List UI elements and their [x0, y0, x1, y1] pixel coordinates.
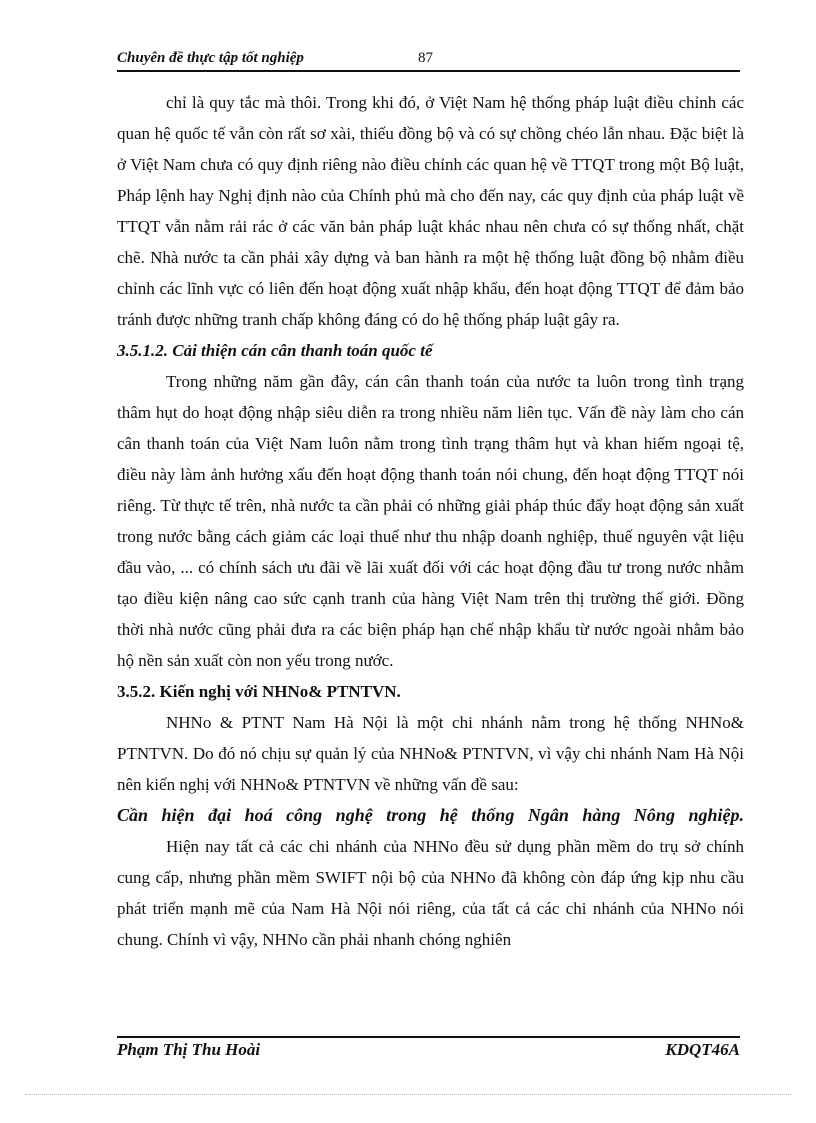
- section-heading-recommendations: 3.5.2. Kiến nghị với NHNo& PTNTVN.: [117, 682, 401, 701]
- footer-class-code: KDQT46A: [665, 1040, 740, 1059]
- paragraph-recommendations: NHNo & PTNT Nam Hà Nội là một chi nhánh nằm trong hệ thống NHNo& PTNTVN. Do đó nó chịu sự quản lý của NHNo& PTNTVN, vì vậy chi nhánh Nam Hà Nội nên kiến nghị với NHNo& PTNTVN về những vấn đề sau:: [117, 713, 744, 794]
- header-title: Chuyên đề thực tập tốt nghiệp: [117, 50, 304, 66]
- paragraph-legal-system: chỉ là quy tắc mà thôi. Trong khi đó, ở Việt Nam hệ thống pháp luật điều chỉnh các quan hệ quốc tế vẫn còn rất sơ xài, thiếu đồng bộ và có sự chồng chéo lẫn nhau. Đặc biệt là ở Việt Nam chưa có quy định riêng nào điều chỉnh các quan hệ về TTQT trong một Bộ luật, Pháp lệnh hay Nghị định nào của Chính phủ mà cho đến nay, các quy định của pháp luật về TTQT vẫn nằm rải rác ở các văn bản pháp luật khác nhau nên chưa có sự thống nhất, chặt chẽ. Nhà nước ta cần phải xây dựng và ban hành ra một hệ thống luật đồng bộ nhằm điều chỉnh các lĩnh vực có liên đến hoạt động xuất nhập khẩu, đến hoạt động TTQT để đảm bảo tránh được những tranh chấp không đáng có do hệ thống pháp luật gây ra.: [117, 93, 744, 329]
- paragraph-balance-of-payments: Trong những năm gần đây, cán cân thanh toán của nước ta luôn trong tình trạng thâm hụt do hoạt động nhập siêu diễn ra trong nhiều năm liên tục. Vấn đề này làm cho cán cân thanh toán của Việt Nam luôn nằm trong tình trạng thâm hụt và khan hiếm ngoại tệ, điều này làm ảnh hưởng xấu đến hoạt động thanh toán nói chung, đến hoạt động TTQT nói riêng. Từ thực tế trên, nhà nước ta cần phải có những giải pháp thúc đẩy hoạt động sản xuất trong nước bằng cách giảm các loại thuế như thu nhập doanh nghiệp, thuế nguyên vật liệu đầu vào, ... có chính sách ưu đãi về lãi xuất đối với các hoạt động đầu tư trong nước nhằm tạo điều kiện nâng cao sức cạnh tranh của hàng Việt Nam trên thị trường thế giới. Đồng thời nhà nước cũng phải đưa ra các biện pháp hạn chế nhập khẩu từ nước ngoài nhằm bảo hộ nền sản xuất còn non yếu trong nước.: [117, 372, 744, 670]
- subheading-modernize-technology: Cần hiện đại hoá công nghệ trong hệ thống Ngân hàng Nông nghiệp.: [117, 805, 744, 825]
- page-header: [117, 48, 740, 70]
- footer-divider: [117, 1036, 740, 1038]
- footer-author: Phạm Thị Thu Hoài: [117, 1040, 261, 1059]
- page-body: [117, 87, 744, 955]
- section-heading-balance-of-payments: 3.5.1.2. Cải thiện cán cân thanh toán quốc tế: [117, 341, 433, 360]
- page-edge-divider: [25, 1094, 791, 1095]
- page-footer: [117, 1040, 740, 1064]
- paragraph-technology: Hiện nay tất cả các chi nhánh của NHNo đều sử dụng phần mềm do trụ sở chính cung cấp, nhưng phần mềm SWIFT nội bộ của NHNo đã không còn đáp ứng kịp nhu cầu phát triển mạnh mẽ của Nam Hà Nội nói riêng, của tất cả các chi nhánh của NHNo nói chung. Chính vì vậy, NHNo cần phải nhanh chóng nghiên: [117, 837, 744, 949]
- header-divider: [117, 70, 740, 72]
- page-number: 87: [418, 50, 433, 66]
